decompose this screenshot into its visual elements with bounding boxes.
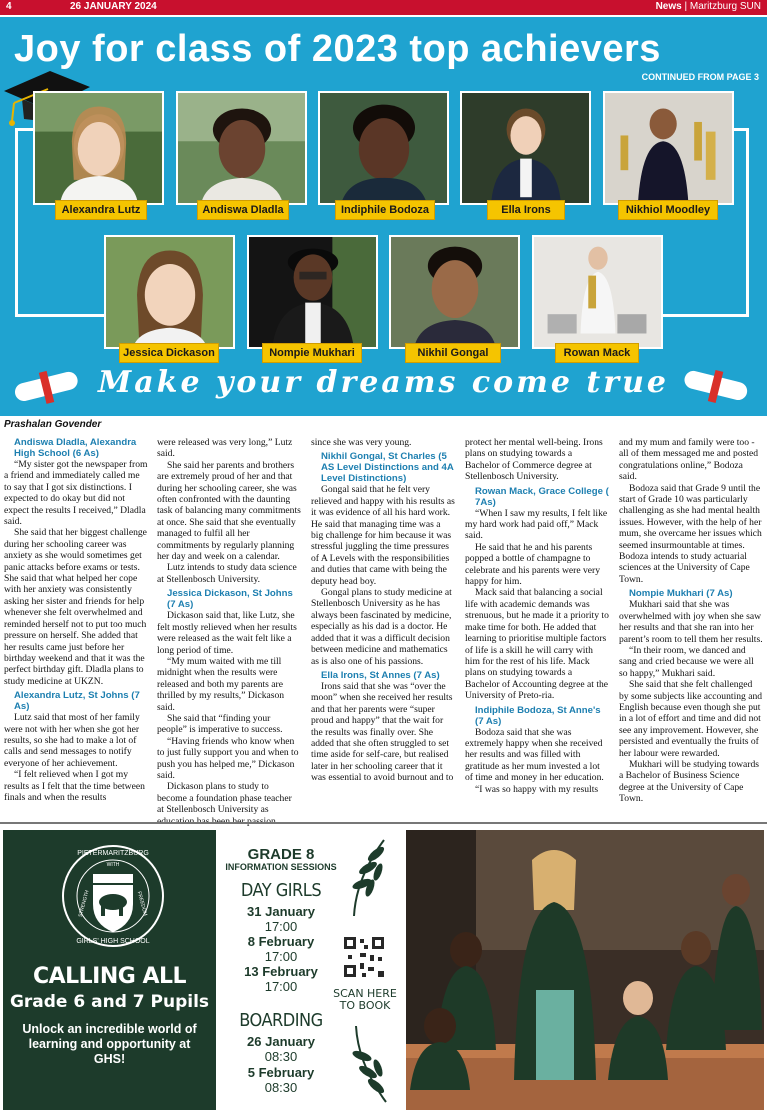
- paragraph: “My sister got the newspaper from a friend and immediately called me to say that I got six distinctions. I expected to do okay but did not expect the results I received,” Dladla said.: [4, 459, 148, 528]
- connector-line: [746, 128, 749, 316]
- session-time: 08:30: [264, 1080, 298, 1095]
- crest-left-text: STRENGTH: [77, 889, 91, 918]
- info-sessions-heading: INFORMATION SESSIONS: [225, 862, 337, 872]
- paragraph: Bodoza said that she was extremely happy when she received her results and was filled with gratitude as her mum invested a lot of time and money in her education.: [465, 726, 604, 784]
- byline: Prashalan Govender: [4, 419, 102, 430]
- paragraph: Mukhari will be studying towards a Bachelor of Business Science degree at the University of Cape Town.: [619, 758, 760, 805]
- article-column-1: [4, 437, 148, 820]
- name-label-jessica-dickason: Jessica Dickason: [119, 343, 219, 363]
- paragraph: She said that “finding your people” is imperative to success.: [157, 712, 283, 736]
- name-label-nikhiol-moodley: Nikhiol Moodley: [618, 200, 718, 220]
- name-label-alexandra-lutz: Alexandra Lutz: [55, 200, 147, 220]
- session-date: 26 January: [247, 1034, 315, 1049]
- paragraph: She said that her biggest challenge during her schooling career was anxiety as she would sometimes get panic attacks before exams or tests. She said that what helped her cope with her anxiety was consistently asking her sister and friends for help whenever she felt overwhelmed and reminded herself not to put too much pressure on herself. She added that her results came just before her birthday weekend and that it was the perfect birthday gift. Dladla plans to study medicine at UKZN.: [4, 527, 147, 687]
- crest-top-text: PIETERMARITZBURG: [77, 850, 149, 857]
- students-photo: [406, 830, 764, 1110]
- paragraph: Bodoza said that Grade 9 until the start of Grade 10 was particularly challenging as she had mental health issues. However, with the help of her mum, she overcame her issues which seemed insurmountable at times. Bodoza intends to study actuarial sciences at the University of Cape Town.: [619, 482, 762, 585]
- grades-line: Grade 6 and 7 Pupils: [9, 992, 210, 1012]
- subhead: Rowan Mack, Grace College ( 7As): [475, 485, 609, 508]
- paragraph: Lutz intends to study data science at Stellenbosch University.: [157, 562, 297, 585]
- paragraph: Dickason plans to study to become a foundation phase teacher at Stellenbosch University as: [157, 781, 292, 816]
- subhead: Nompie Mukhari (7 As): [629, 588, 733, 600]
- name-label-nikhil-gongal: Nikhil Gongal: [405, 343, 501, 363]
- article-column-5: [619, 437, 763, 820]
- ad-description: Unlock an incredible world of learning and opportunity at GHS!: [22, 1022, 197, 1066]
- subhead: Alexandra Lutz, St Johns (7 As): [14, 690, 140, 713]
- photo-nompie-mukhari: [247, 235, 378, 349]
- paragraph: “When I saw my results, I felt like my hard work had paid off,” Mack said.: [465, 507, 608, 542]
- school-advertisement: [3, 830, 764, 1110]
- page-number: 4: [6, 1, 12, 12]
- day-girls-heading: DAY GIRLS: [240, 880, 322, 901]
- session-time: 17:00: [264, 949, 298, 964]
- paragraph: She said that she felt challenged by some subjects like accounting and English because even though she put in a lot of effort and time and did not see any improvement. However, she persisted and eventually the fruits of her labour were rewarded.: [619, 679, 763, 759]
- paragraph: and my mum and family were too - all of them messaged me and posted congratulations online,” Bodoza said.: [619, 437, 759, 483]
- name-label-ella-irons: Ella Irons: [487, 200, 565, 220]
- photo-jessica-dickason: [104, 235, 235, 349]
- paragraph: Gongal said that he felt very relieved and happy with his results as it was evidence of all his hard work. He said that managing time was a big challenge for him because it was stressful juggling the time pressures of A Levels with the responsibilities and duties that came with being the deputy head boy.: [311, 484, 455, 587]
- paragraph: protect her mental well-being. Irons plans on studying towards a Bachelor of Commerce degree at Stellenbosch University.: [465, 437, 603, 483]
- name-label-andiswa-dladla: Andiswa Dladla: [197, 200, 289, 220]
- crest-with-text: WITH: [106, 862, 120, 868]
- photo-nikhiol-moodley: [603, 91, 734, 205]
- leaf-decoration-icon: [346, 1024, 396, 1104]
- paragraph: Dickason said that, like Lutz, she felt mostly relieved when her results were released as the wait felt like a long period of time.: [157, 610, 297, 656]
- name-label-indiphile-bodoza: Indiphile Bodoza: [335, 200, 435, 220]
- subhead: Nikhil Gongal, St Charles (5 AS Level Distinctions and 4A Level Distinctions): [321, 451, 454, 485]
- paragraph: Mack said that balancing a social life with academic demands was strenuous, but he made it a priority to make time for both. He added that learning to prioritise multiple factors of life is a skill he will carry with him for the rest of his life. Mack plans on studying towards a Bachelor of Accounting degree at the University of Preto-ria.: [465, 587, 609, 702]
- paragraph: “In their room, we danced and sang and cried because we were all so happy,” Mukhari said.: [619, 644, 754, 679]
- subhead: Indiphile Bodoza, St Anne's (7 As): [475, 704, 601, 727]
- session-date: 5 February: [247, 1065, 315, 1080]
- ad-info-panel: [216, 830, 406, 1110]
- scan-to-book: SCAN HERE TO BOOK: [333, 987, 397, 1012]
- article-column-3: [311, 437, 455, 820]
- grade8-heading: GRADE 8: [247, 846, 315, 863]
- session-time: 17:00: [264, 919, 298, 934]
- qr-code-icon[interactable]: [342, 935, 386, 979]
- paragraph: He said that he and his parents popped a bottle of champagne to celebrate and his parents were very happy for him.: [465, 541, 601, 588]
- session-date: 31 January: [247, 904, 315, 919]
- photo-indiphile-bodoza: [318, 91, 449, 205]
- photo-ella-irons: [460, 91, 591, 205]
- section-divider: [0, 822, 767, 824]
- article-column-2: [157, 437, 301, 820]
- session-date: 8 February: [247, 934, 315, 949]
- ad-left-panel: [3, 830, 216, 1110]
- boarding-heading: BOARDING: [239, 1010, 323, 1031]
- paragraph: “Having friends who know when to just fully support you and when to push you has helped me,” Dickason said.: [157, 735, 299, 781]
- tagline: Make your dreams come true: [98, 365, 669, 400]
- photo-nikhil-gongal: [389, 235, 520, 349]
- leaf-decoration-icon: [346, 838, 396, 918]
- session-time: 17:00: [264, 979, 298, 994]
- paragraph: Gongal plans to study medicine at Stellenbosch University as he has always been fascinated by medicine, especially as his dad is a doctor. He added that it was a difficult decision between medicine and mathematics as is also one of his passions.: [311, 587, 452, 667]
- paragraph: since she was very young.: [311, 437, 412, 448]
- photo-rowan-mack: [532, 235, 663, 349]
- photo-andiswa-dladla: [176, 91, 307, 205]
- paragraph: She said her parents and brothers are extremely proud of her and that during her schooling career, she was often confronted with the daunting task of balancing many commitments at once. She said that she eventually managed to fulfil all her commitments by regularly planning her day and week on a calendar.: [157, 459, 301, 563]
- name-label-rowan-mack: Rowan Mack: [555, 343, 639, 363]
- crest-right-text: FREEDOM: [135, 890, 149, 917]
- session-time: 08:30: [264, 1049, 298, 1064]
- paragraph: “I felt relieved when I got my results as I felt that the time between finals and when the results: [4, 769, 145, 803]
- subhead: Andiswa Dladla, Alexandra High School (6 As): [14, 437, 137, 459]
- session-date: 13 February: [244, 964, 318, 979]
- connector-line: [15, 128, 35, 131]
- article-column-4: [465, 437, 609, 820]
- publication-name: News | Maritzburg SUN: [655, 1, 761, 12]
- continued-note: CONTINUED FROM PAGE 3: [641, 72, 759, 82]
- subhead: Jessica Dickason, St Johns (7 As): [167, 588, 293, 611]
- paragraph: Irons said that she was “over the moon” when she received her results and that her parents were “super proud and happy” that the wait for the results was finally over. She added that she often struggled to set time aside for self-care, but realised later in her schooling career that it was essential to avoid burnout and to: [311, 680, 454, 784]
- paragraph: were released was very long,” Lutz said.: [157, 437, 293, 460]
- paragraph: Lutz said that most of her family were not with her when she got her results, so she had to make a lot of calls and send messages to notify everyone of her achievement.: [4, 712, 140, 769]
- paragraph: “I was so happy with my results: [475, 783, 599, 795]
- headline: Joy for class of 2023 top achievers: [14, 28, 661, 70]
- connector-line: [15, 128, 18, 316]
- hero-banner: [0, 17, 767, 416]
- paragraph: Mukhari said that she was overwhelmed with joy when she saw her results and that she ran into her parent’s room to tell them her results.: [619, 599, 763, 645]
- photo-alexandra-lutz: [33, 91, 164, 205]
- crest-bottom-text: GIRLS' HIGH SCHOOL: [76, 938, 150, 945]
- calling-all: CALLING ALL: [32, 964, 187, 989]
- paragraph: “My mum waited with me till midnight when the results were released and both my parents are thrilled by my results,” Dickason said.: [157, 655, 285, 713]
- subhead: Ella Irons, St Annes (7 As): [321, 669, 440, 681]
- issue-date: 26 JANUARY 2024: [70, 1, 157, 12]
- school-crest-icon: [61, 844, 165, 958]
- name-label-nompie-mukhari: Nompie Mukhari: [262, 343, 362, 363]
- page-header-bar: [0, 0, 767, 15]
